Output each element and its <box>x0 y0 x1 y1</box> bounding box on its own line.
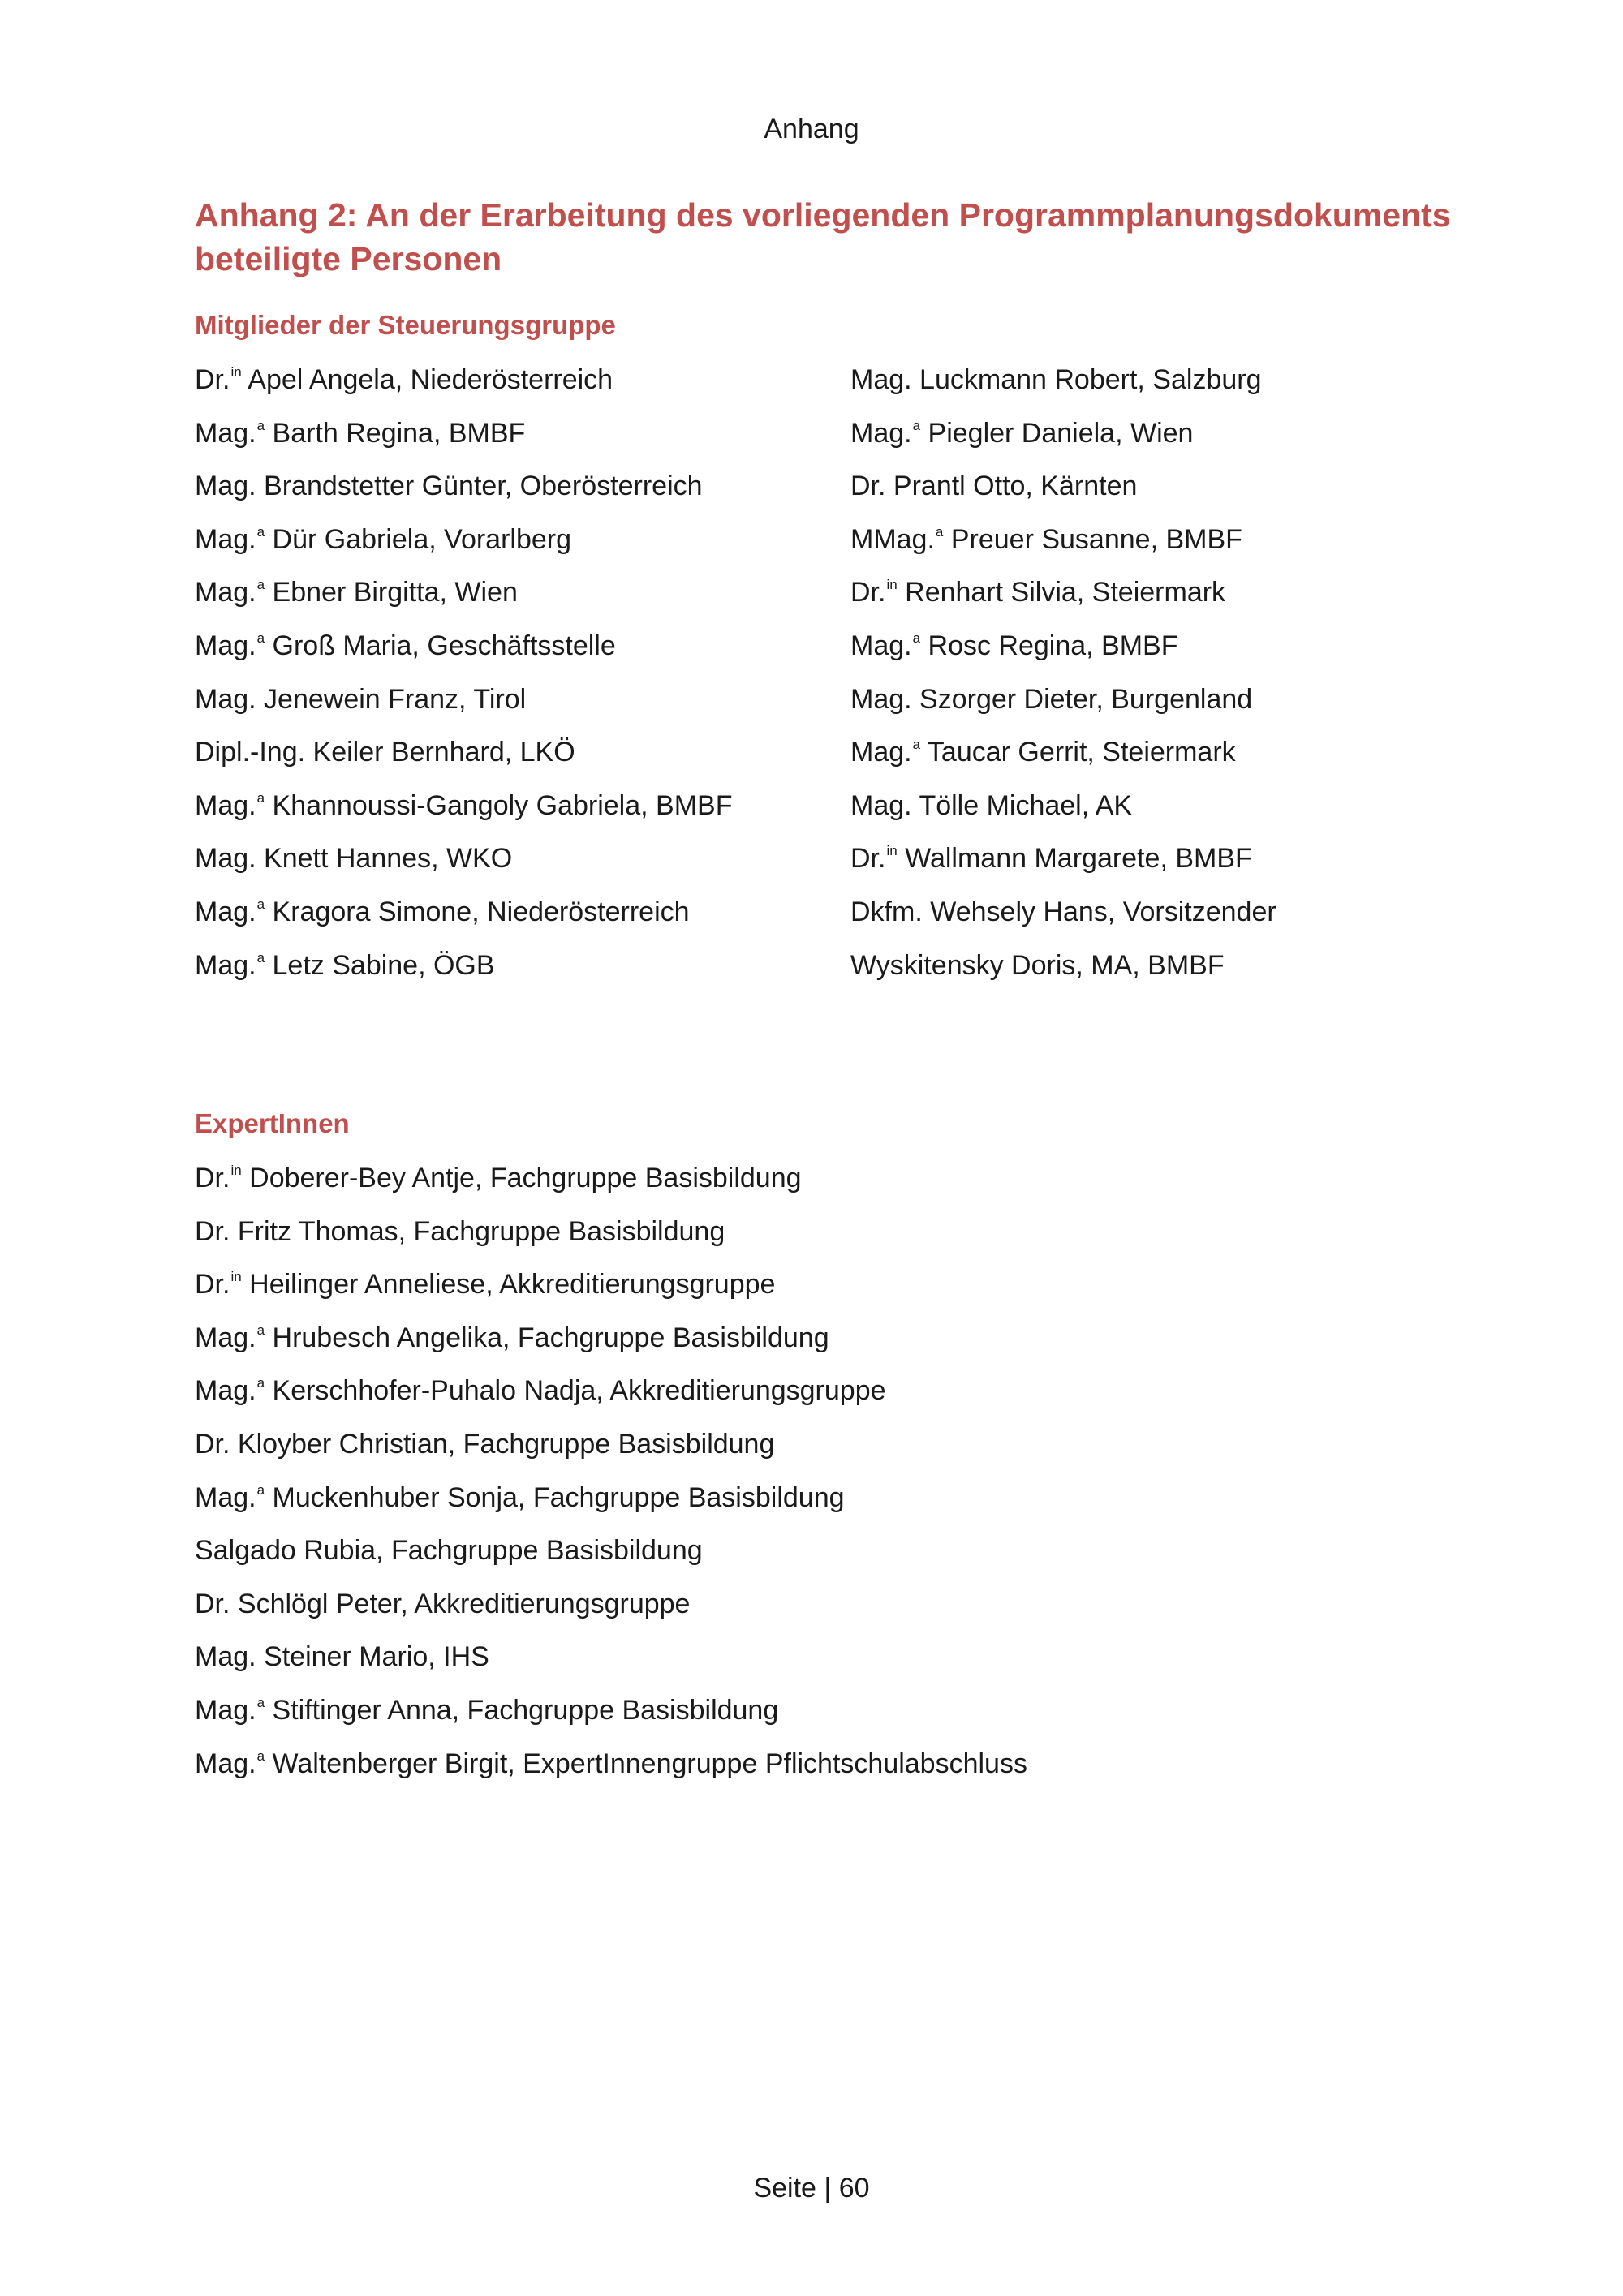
person-entry <box>195 460 828 514</box>
person-entry <box>850 407 1483 461</box>
person-name: Rosc Regina, BMBF <box>928 630 1178 661</box>
person-name: Khannoussi-Gangoly Gabriela, BMBF <box>272 789 733 821</box>
person-entry <box>195 1524 1461 1578</box>
person-entry <box>195 407 828 461</box>
title-gender-suffix: a <box>256 1481 265 1498</box>
person-name: Fritz Thomas, Fachgruppe Basisbildung <box>237 1215 725 1247</box>
person-name: Salgado Rubia, Fachgruppe Basisbildung <box>195 1535 703 1567</box>
person-entry <box>195 673 828 727</box>
person-name: Taucar Gerrit, Steiermark <box>927 737 1236 768</box>
person-entry <box>195 1472 1461 1525</box>
person-name: Barth Regina, BMBF <box>272 417 526 449</box>
title-gender-suffix: a <box>256 896 265 912</box>
person-name: Tölle Michael, AK <box>919 789 1133 821</box>
academic-title: MMag. <box>850 523 935 555</box>
person-name: Wyskitensky Doris, MA, BMBF <box>850 949 1225 981</box>
person-entry <box>850 939 1483 993</box>
academic-title: Dr. <box>850 843 886 875</box>
title-gender-suffix: a <box>256 1748 265 1764</box>
person-entry <box>850 354 1483 407</box>
academic-title: Mag. <box>195 1322 256 1353</box>
title-gender-suffix: a <box>256 417 265 433</box>
title-gender-suffix: in <box>230 1163 242 1178</box>
person-entry <box>195 1312 1461 1365</box>
person-entry <box>850 780 1483 833</box>
academic-title: Mag. <box>195 630 256 661</box>
person-name: Szorger Dieter, Burgenland <box>919 683 1253 715</box>
title-gender-suffix: a <box>912 417 921 433</box>
person-name: Jenewein Franz, Tirol <box>264 683 527 715</box>
academic-title: Mag. <box>850 789 912 821</box>
title-gender-suffix: in <box>230 364 242 380</box>
person-entry <box>850 566 1483 620</box>
person-entry <box>195 939 828 993</box>
academic-title: Mag. <box>195 1694 256 1726</box>
person-name: Hrubesch Angelika, Fachgruppe Basisbildung <box>272 1322 829 1353</box>
academic-title: Dr. <box>195 364 230 395</box>
person-entry <box>850 726 1483 780</box>
person-name: Steiner Mario, IHS <box>264 1641 489 1673</box>
person-name: Preuer Susanne, BMBF <box>950 523 1242 555</box>
academic-title: Mag. <box>195 523 256 555</box>
academic-title: Dkfm. <box>850 896 923 927</box>
title-gender-suffix: in <box>886 843 898 859</box>
person-name: Letz Sabine, ÖGB <box>272 949 495 981</box>
person-name: Piegler Daniela, Wien <box>928 417 1194 449</box>
person-entry <box>195 566 828 620</box>
title-gender-suffix: a <box>256 1375 265 1391</box>
person-name: Brandstetter Günter, Oberösterreich <box>264 471 703 502</box>
academic-title: Mag. <box>195 417 256 449</box>
title-gender-suffix: in <box>230 1269 242 1285</box>
person-name: Doberer-Bey Antje, Fachgruppe Basisbildung <box>249 1163 802 1193</box>
title-gender-suffix: in <box>886 577 898 593</box>
academic-title: Dr. <box>195 1428 230 1460</box>
academic-title: Dr. <box>850 471 886 502</box>
chapter-title: Anhang 2: An der Erarbeitung des vorliegenden Programmplanungsdokuments beteiligte Personen <box>195 196 1451 277</box>
person-entry <box>850 620 1483 673</box>
academic-title: Mag. <box>195 896 256 927</box>
academic-title: Mag. <box>195 789 256 821</box>
person-name: Wallmann Margarete, BMBF <box>905 843 1252 875</box>
title-gender-suffix: a <box>256 949 265 965</box>
academic-title: Mag. <box>195 1481 256 1513</box>
person-entry <box>195 780 828 833</box>
title-gender-suffix: a <box>256 577 265 593</box>
person-entry <box>195 726 828 780</box>
person-name: Keiler Bernhard, LKÖ <box>312 737 575 768</box>
person-entry <box>195 1684 1461 1738</box>
person-entry <box>195 1631 1461 1684</box>
title-gender-suffix: a <box>935 523 944 540</box>
title-gender-suffix: a <box>912 737 921 753</box>
steering-group-heading: Mitglieder der Steuerungsgruppe <box>195 310 616 340</box>
person-name: Groß Maria, Geschäftsstelle <box>272 630 616 661</box>
person-name: Prantl Otto, Kärnten <box>893 471 1138 502</box>
person-name: Kerschhofer-Puhalo Nadja, Akkreditierungsgruppe <box>272 1375 886 1407</box>
academic-title: Mag. <box>195 1375 256 1407</box>
running-header: Anhang <box>764 114 859 144</box>
person-name: Stiftinger Anna, Fachgruppe Basisbildung <box>272 1694 779 1726</box>
academic-title: Mag. <box>850 683 912 715</box>
person-entry <box>195 832 828 886</box>
title-gender-suffix: a <box>256 1322 265 1338</box>
academic-title: Mag. <box>850 364 912 395</box>
person-name: Kloyber Christian, Fachgruppe Basisbildung <box>237 1428 775 1460</box>
experts-heading: ExpertInnen <box>195 1108 350 1138</box>
person-name: Renhart Silvia, Steiermark <box>905 577 1226 608</box>
academic-title: Mag. <box>195 471 256 502</box>
person-entry <box>850 460 1483 514</box>
title-gender-suffix: a <box>256 1694 265 1710</box>
person-entry <box>195 1738 1461 1791</box>
person-entry <box>195 514 828 567</box>
person-name: Wehsely Hans, Vorsitzender <box>930 896 1276 927</box>
title-gender-suffix: a <box>912 630 921 646</box>
person-entry <box>850 886 1483 939</box>
academic-title: Dr. <box>850 577 886 608</box>
person-entry <box>195 354 828 407</box>
page-number: Seite | 60 <box>753 2173 870 2204</box>
title-gender-suffix: a <box>256 630 265 646</box>
academic-title: Dr. <box>195 1215 230 1247</box>
person-entry <box>850 832 1483 886</box>
person-entry <box>195 1258 1461 1312</box>
person-name: Ebner Birgitta, Wien <box>272 577 518 608</box>
academic-title: Mag. <box>195 949 256 981</box>
academic-title: Mag. <box>850 417 912 449</box>
academic-title: Mag. <box>195 683 256 715</box>
person-name: Heilinger Anneliese, Akkreditierungsgruppe <box>249 1269 776 1301</box>
person-name: Schlögl Peter, Akkreditierungsgruppe <box>237 1588 691 1619</box>
person-name: Dür Gabriela, Vorarlberg <box>272 523 572 555</box>
person-name: Luckmann Robert, Salzburg <box>919 364 1262 395</box>
person-entry <box>195 1418 1461 1472</box>
academic-title: Dr. <box>195 1588 230 1619</box>
academic-title: Mag. <box>195 1641 256 1673</box>
academic-title: Dr. <box>195 1269 230 1301</box>
title-gender-suffix: a <box>256 789 265 806</box>
person-entry <box>195 1365 1461 1418</box>
person-entry <box>195 886 828 939</box>
person-name: Muckenhuber Sonja, Fachgruppe Basisbildung <box>272 1481 845 1513</box>
person-name: Knett Hannes, WKO <box>264 843 513 875</box>
person-name: Apel Angela, Niederösterreich <box>248 364 613 395</box>
academic-title: Mag. <box>850 737 912 768</box>
academic-title: Mag. <box>195 577 256 608</box>
title-gender-suffix: a <box>256 523 265 540</box>
person-entry <box>850 673 1483 727</box>
experts-list <box>195 1152 1461 1791</box>
person-name: Waltenberger Birgit, ExpertInnengruppe Pflichtschulabschluss <box>272 1748 1027 1779</box>
person-name: Kragora Simone, Niederösterreich <box>272 896 690 927</box>
academic-title: Dipl.-Ing. <box>195 737 306 768</box>
person-entry <box>850 514 1483 567</box>
person-entry <box>195 1152 1461 1206</box>
steering-group-list-left <box>195 354 828 992</box>
academic-title: Mag. <box>850 630 912 661</box>
steering-group-list-right <box>850 354 1483 992</box>
academic-title: Dr. <box>195 1163 230 1193</box>
academic-title: Mag. <box>195 1748 256 1779</box>
academic-title: Mag. <box>195 843 256 875</box>
person-entry <box>195 1578 1461 1632</box>
person-entry <box>195 1206 1461 1259</box>
person-entry <box>195 620 828 673</box>
